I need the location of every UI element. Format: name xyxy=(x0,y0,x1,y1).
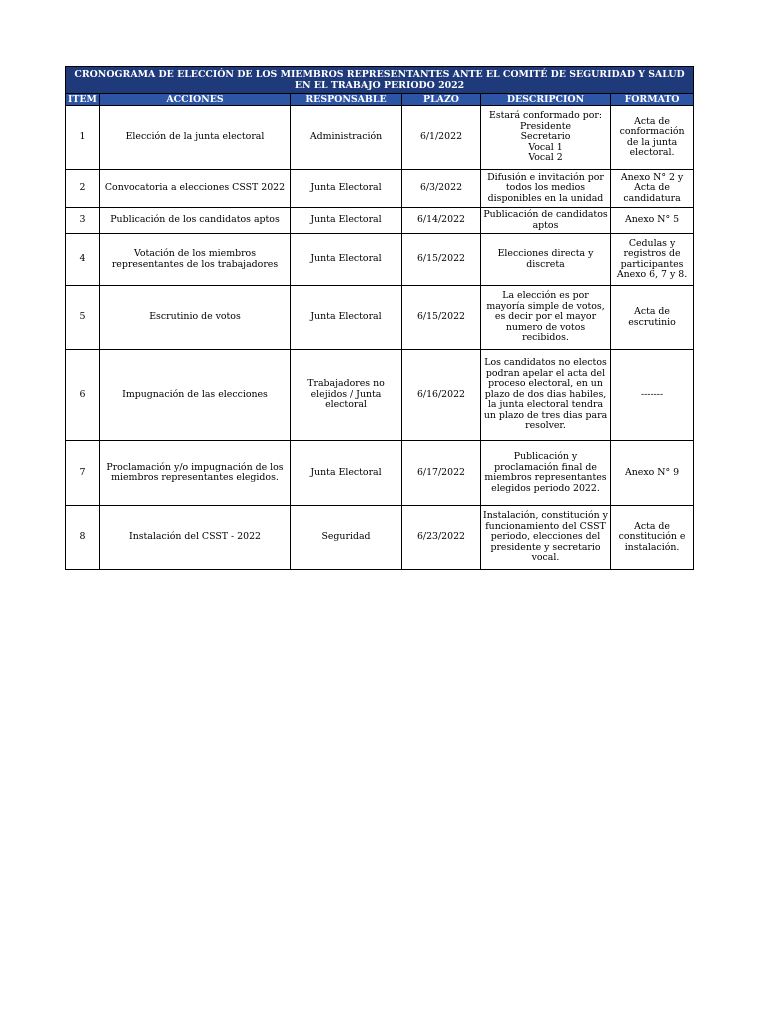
cell-item: 3 xyxy=(66,208,100,234)
cell-formato: Acta de constitución e instalación. xyxy=(611,506,694,570)
table-row xyxy=(66,286,694,350)
cell-formato: Anexo N° 2 y Acta de candidatura xyxy=(611,170,694,208)
header-formato: FORMATO xyxy=(611,94,694,106)
cell-accion: Impugnación de las elecciones xyxy=(100,350,291,441)
cell-responsable: Trabajadores no elejidos / Junta electoral xyxy=(291,350,402,441)
cell-responsable: Seguridad xyxy=(291,506,402,570)
header-item: ITEM xyxy=(66,94,100,106)
cell-accion: Proclamación y/o impugnación de los miembros representantes elegidos. xyxy=(100,441,291,506)
cell-formato: Anexo N° 5 xyxy=(611,208,694,234)
title-row xyxy=(66,67,694,94)
cell-descripcion: Estará conformado por: Presidente Secretario Vocal 1 Vocal 2 xyxy=(481,106,611,170)
cell-plazo: 6/15/2022 xyxy=(402,234,481,286)
cell-accion: Escrutinio de votos xyxy=(100,286,291,350)
header-responsable: RESPONSABLE xyxy=(291,94,402,106)
cell-descripcion: Los candidatos no electos podran apelar el acta del proceso electoral, en un plazo de dos dias habiles, la junta electoral tendra un plazo de tres dias para resolver. xyxy=(481,350,611,441)
header-descripcion: DESCRIPCIÓN xyxy=(481,94,611,106)
table-title: CRONOGRAMA DE ELECCIÓN DE LOS MIEMBROS REPRESENTANTES ANTE EL COMITÉ DE SEGURIDAD Y SALUD EN EL TRABAJO PERIODO 2022 xyxy=(66,67,694,94)
cell-plazo: 6/3/2022 xyxy=(402,170,481,208)
cell-plazo: 6/17/2022 xyxy=(402,441,481,506)
header-plazo: PLAZO xyxy=(402,94,481,106)
table-row xyxy=(66,208,694,234)
cell-descripcion: Difusión e invitación por todos los medios disponibles en la unidad xyxy=(481,170,611,208)
cell-item: 7 xyxy=(66,441,100,506)
header-row xyxy=(66,94,694,106)
cell-item: 6 xyxy=(66,350,100,441)
cell-formato: Acta de escrutinio xyxy=(611,286,694,350)
cell-descripcion: Instalación, constitución y funcionamiento del CSST periodo, elecciones del presidente y secretario vocal. xyxy=(481,506,611,570)
cell-plazo: 6/23/2022 xyxy=(402,506,481,570)
cell-responsable: Junta Electoral xyxy=(291,234,402,286)
cell-item: 5 xyxy=(66,286,100,350)
table-row xyxy=(66,234,694,286)
cell-descripcion: La elección es por mayoría simple de votos, es decir por el mayor numero de votos recibidos. xyxy=(481,286,611,350)
cell-formato: ------- xyxy=(611,350,694,441)
cell-formato: Acta de conformación de la junta electoral. xyxy=(611,106,694,170)
table-row xyxy=(66,350,694,441)
cell-accion: Elección de la junta electoral xyxy=(100,106,291,170)
cell-responsable: Junta Electoral xyxy=(291,170,402,208)
cell-descripcion: Publicación y proclamación final de miembros representantes elegidos periodo 2022. xyxy=(481,441,611,506)
cell-plazo: 6/1/2022 xyxy=(402,106,481,170)
schedule-table xyxy=(65,66,694,570)
cell-item: 8 xyxy=(66,506,100,570)
cell-formato: Anexo N° 9 xyxy=(611,441,694,506)
table-row xyxy=(66,441,694,506)
cell-responsable: Junta Electoral xyxy=(291,441,402,506)
cell-descripcion: Publicación de candidatos aptos xyxy=(481,208,611,234)
cell-accion: Convocatoria a elecciones CSST 2022 xyxy=(100,170,291,208)
cell-accion: Publicación de los candidatos aptos xyxy=(100,208,291,234)
cell-responsable: Junta Electoral xyxy=(291,208,402,234)
cell-accion: Instalación del CSST - 2022 xyxy=(100,506,291,570)
header-acciones: ACCIONES xyxy=(100,94,291,106)
cell-item: 4 xyxy=(66,234,100,286)
table-row xyxy=(66,106,694,170)
cell-plazo: 6/14/2022 xyxy=(402,208,481,234)
cell-item: 2 xyxy=(66,170,100,208)
cell-plazo: 6/15/2022 xyxy=(402,286,481,350)
cell-accion: Votación de los miembros representantes de los trabajadores xyxy=(100,234,291,286)
table-row xyxy=(66,506,694,570)
cell-responsable: Administración xyxy=(291,106,402,170)
cell-responsable: Junta Electoral xyxy=(291,286,402,350)
cell-plazo: 6/16/2022 xyxy=(402,350,481,441)
cell-descripcion: Elecciones directa y discreta xyxy=(481,234,611,286)
table-row xyxy=(66,170,694,208)
cell-formato: Cedulas y registros de participantes Anexo 6, 7 y 8. xyxy=(611,234,694,286)
cell-item: 1 xyxy=(66,106,100,170)
